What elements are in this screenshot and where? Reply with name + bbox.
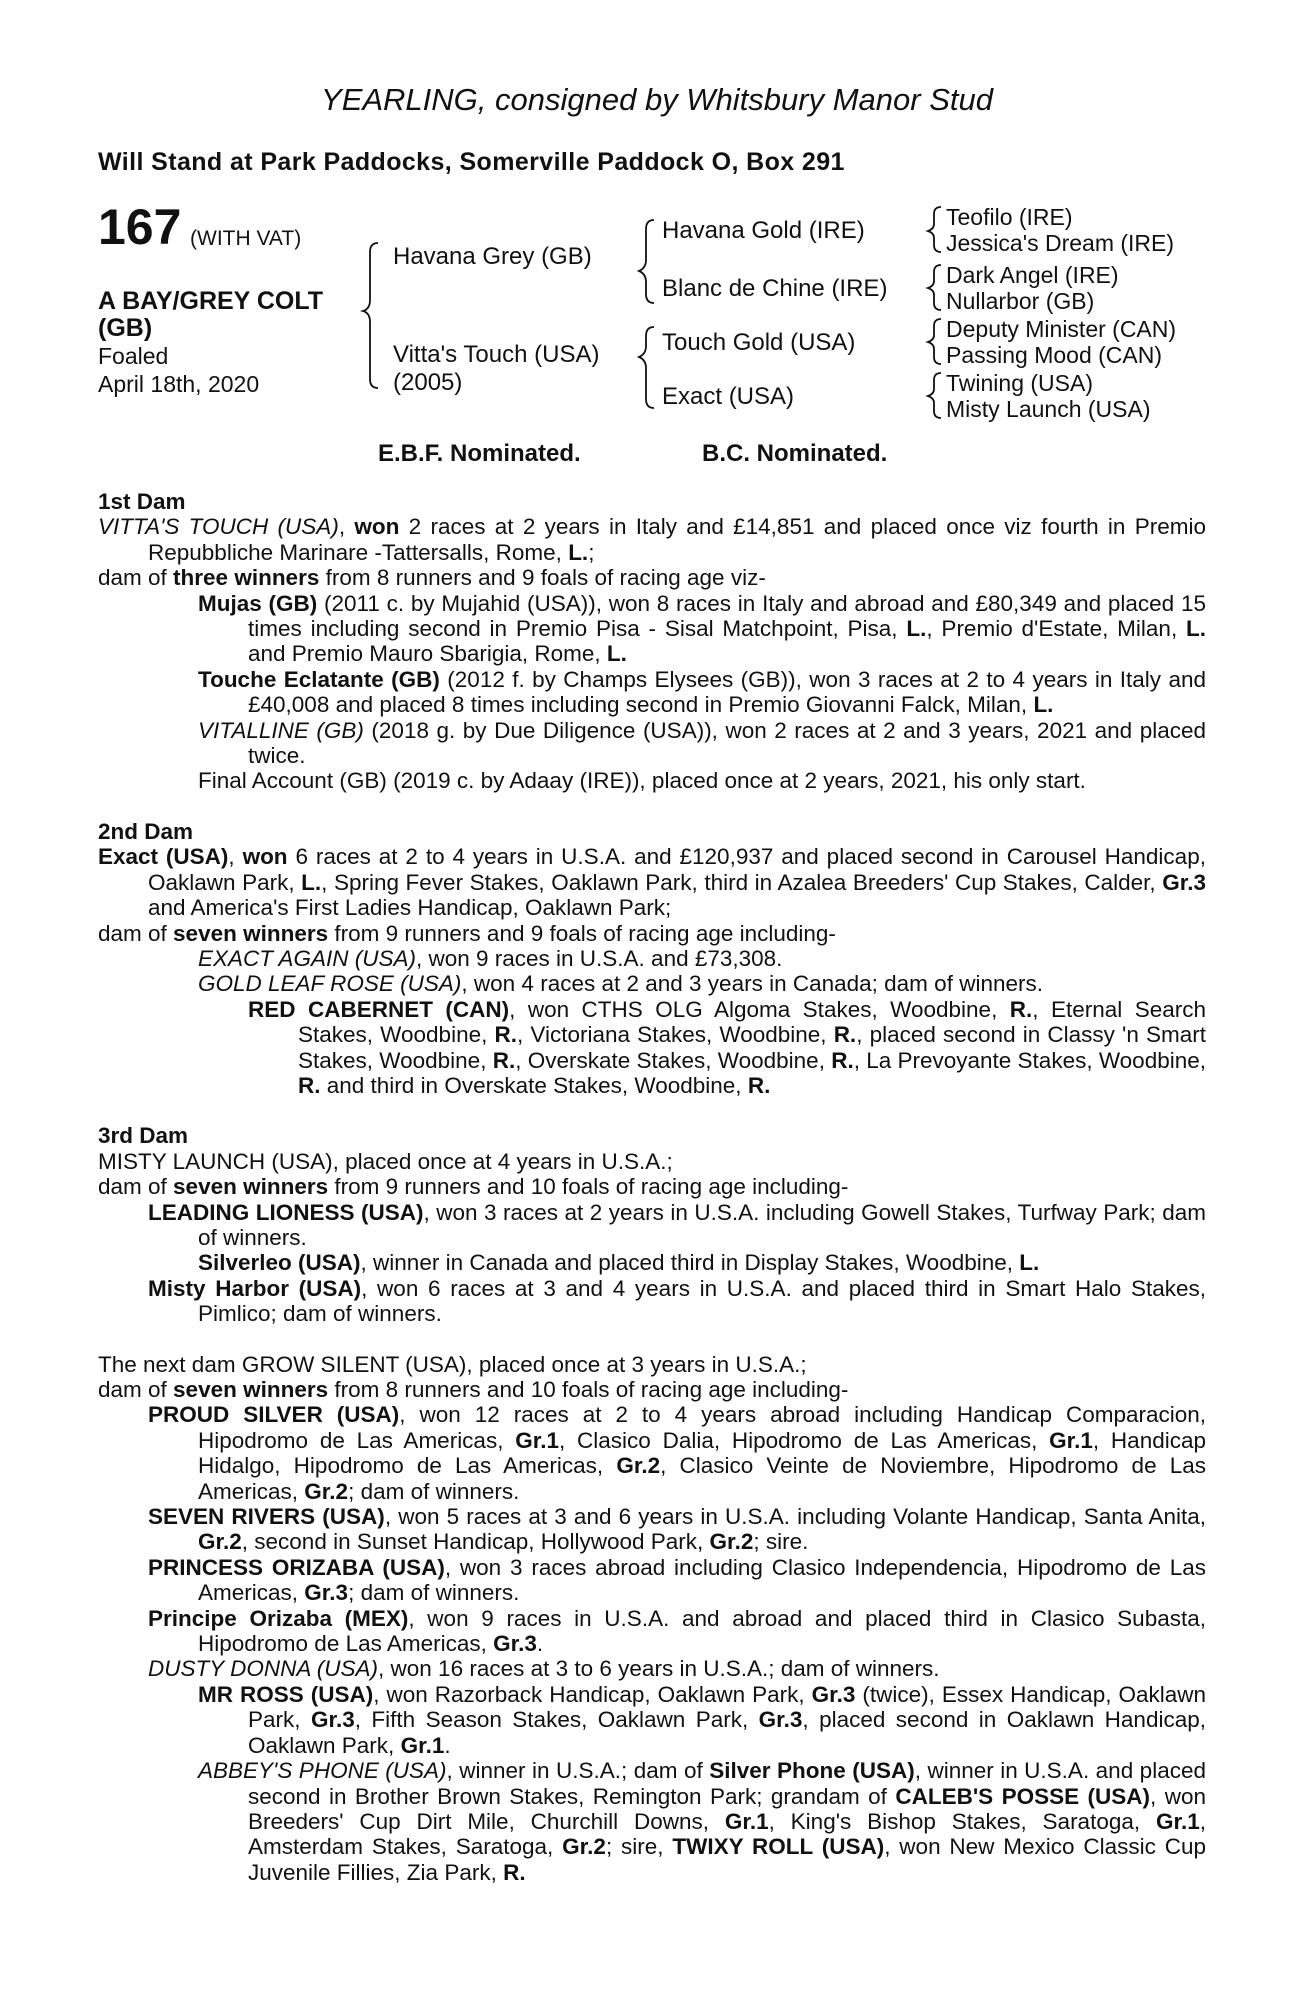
record-text: dam of xyxy=(98,1174,174,1200)
restricted-badge: R. xyxy=(831,1047,854,1073)
second-dam-produce xyxy=(98,921,1206,946)
record-text: , winner in U.S.A. and placed second in Brother Brown Stakes, Remington Park; grandam of xyxy=(248,1758,1206,1809)
winner-count: seven winners xyxy=(173,1377,329,1402)
pedigree-brackets xyxy=(0,0,1314,440)
horse-name: ABBEY'S PHONE (USA) xyxy=(198,1758,447,1784)
record-text: , Spring Fever Stakes, Oaklawn Park, third in Azalea Breeders' Cup Stakes, Calder, xyxy=(321,869,1163,895)
record-text: , Premio d'Estate, Milan, xyxy=(926,616,1187,642)
record-text: , Fifth Season Stakes, Oaklawn Park, xyxy=(354,1707,759,1733)
progeny-entry xyxy=(98,1656,1206,1681)
horse-name: DUSTY DONNA (USA) xyxy=(148,1656,379,1682)
horse-name: Exact (USA) xyxy=(98,844,229,870)
horse-name: VITTA'S TOUCH (USA) xyxy=(98,514,339,540)
winner-count: seven winners xyxy=(173,920,329,946)
pedigree-sire-sire: Havana Gold (IRE) xyxy=(662,217,865,244)
record-text: from 9 runners and 9 foals of racing age including- xyxy=(328,920,836,946)
record-text: , xyxy=(228,844,243,870)
pedigree-g3: Dark Angel (IRE) xyxy=(946,262,1119,288)
record-text: , placed second in Oaklawn Handicap, Oaklawn Park, xyxy=(248,1707,1206,1758)
winner-count: three winners xyxy=(173,565,320,591)
restricted-badge: R. xyxy=(503,1859,526,1885)
progeny-entry xyxy=(98,1504,1206,1555)
group-badge: Gr.3 xyxy=(1162,869,1206,895)
pedigree-g8: Misty Launch (USA) xyxy=(946,396,1151,422)
group-badge: Gr.2 xyxy=(709,1529,754,1555)
restricted-badge: R. xyxy=(1009,996,1033,1022)
horse-name: VITALLINE (GB) xyxy=(198,717,364,743)
record-text: , Amsterdam Stakes, Saratoga, xyxy=(248,1808,1206,1860)
second-dam-record xyxy=(98,844,1206,920)
horse-name: Silverleo (USA) xyxy=(198,1250,361,1276)
listed-badge: L. xyxy=(568,539,589,565)
restricted-badge: R. xyxy=(298,1072,321,1098)
progeny-entry xyxy=(98,1682,1206,1758)
won-label: won xyxy=(354,514,400,540)
record-text: , Overskate Stakes, Woodbine, xyxy=(515,1047,832,1073)
record-text: , winner in Canada and placed third in Display Stakes, Woodbine, xyxy=(360,1250,1020,1276)
horse-name: LEADING LIONESS (USA) xyxy=(148,1199,424,1225)
record-text: ; dam of winners. xyxy=(348,1478,520,1504)
progeny-entry xyxy=(98,591,1206,667)
record-text: , won 3 races abroad including Clasico Independencia, Hipodromo de Las Americas, xyxy=(198,1554,1206,1606)
pedigree-sire: Havana Grey (GB) xyxy=(393,243,592,270)
first-dam-record: VITTA'S TOUCH (USA), won 2 races at 2 years in Italy and £14,851 and placed once viz fourth in Premio Repubbliche Marinare -Tattersalls, Rome, L.; xyxy=(98,514,1206,565)
third-dam-record: MISTY LAUNCH (USA), placed once at 4 years in U.S.A.; xyxy=(98,1148,673,1174)
record-text: ; dam of winners. xyxy=(348,1580,520,1606)
record-text: and Premio Mauro Sbarigia, Rome, xyxy=(248,641,607,667)
horse-name: SEVEN RIVERS (USA) xyxy=(148,1504,385,1530)
listed-badge: L. xyxy=(1033,692,1054,718)
progeny-entry xyxy=(98,971,1206,996)
record-text: . xyxy=(444,1732,451,1758)
record-text: , won 3 races at 2 years in U.S.A. including Gowell Stakes, Turfway Park; dam of winners. xyxy=(198,1199,1206,1250)
group-badge: Gr.1 xyxy=(1049,1427,1093,1453)
pedigree-dam-sire: Touch Gold (USA) xyxy=(662,329,856,356)
horse-name: Mujas (GB) xyxy=(198,590,318,616)
record-text: 6 races at 2 to 4 years in U.S.A. and £120,937 and placed second in Carousel Handicap, Oaklawn Park, xyxy=(148,844,1206,895)
record-text: ; sire. xyxy=(753,1529,809,1555)
foaled-label: Foaled xyxy=(98,343,169,369)
record-text: , won 9 races in U.S.A. and £73,308. xyxy=(415,945,783,971)
record-text: , won 12 races at 2 to 4 years abroad including Handicap Comparacion, Hipodromo de Las Americas, xyxy=(198,1402,1207,1453)
record-text: 2 races at 2 years in Italy and £14,851 and placed once viz fourth in Premio Repubbliche Marinare -Tattersalls, Rome, xyxy=(148,514,1206,565)
progeny-entry xyxy=(98,946,1206,971)
group-badge: Gr.2 xyxy=(562,1834,606,1860)
record-text: , won 16 races at 3 to 6 years in U.S.A.; dam of winners. xyxy=(378,1656,940,1682)
group-badge: Gr.3 xyxy=(493,1631,537,1657)
horse-name: MR ROSS (USA) xyxy=(198,1681,374,1707)
group-badge: Gr.2 xyxy=(616,1453,661,1479)
pedigree-g5: Deputy Minister (CAN) xyxy=(946,316,1177,342)
pedigree-dam-line1: Vitta's Touch (USA) xyxy=(393,341,600,368)
group-badge: Gr.3 xyxy=(811,1681,856,1707)
record-text: , La Prevoyante Stakes, Woodbine, xyxy=(853,1047,1207,1073)
pedigree-dam-line2: (2005) xyxy=(393,369,463,396)
record-text: ; sire, xyxy=(605,1834,673,1860)
ebf-nomination: E.B.F. Nominated. xyxy=(378,440,581,467)
record-text: , won Breeders' Cup Dirt Mile, Churchill Downs, xyxy=(248,1783,1206,1834)
second-dam-heading: 2nd Dam xyxy=(98,818,194,844)
record-text: , won New Mexico Classic Cup Juvenile Fillies, Zia Park, xyxy=(248,1834,1206,1885)
next-dam-record: The next dam GROW SILENT (USA), placed once at 3 years in U.S.A.; xyxy=(98,1351,807,1377)
record-text: , won 9 races in U.S.A. and abroad and placed third in Clasico Subasta, Hipodromo de Las Americas, xyxy=(198,1605,1206,1657)
record-text: dam of xyxy=(98,1377,174,1402)
group-badge: Gr.2 xyxy=(304,1478,349,1504)
progeny-entry xyxy=(98,1250,1206,1275)
record-text: from 9 runners and 10 foals of racing age including- xyxy=(328,1174,849,1200)
record-text: from 8 runners and 9 foals of racing age viz- xyxy=(319,565,766,591)
group-badge: Gr.3 xyxy=(310,1707,355,1733)
horse-name: Principe Orizaba (MEX) xyxy=(148,1605,409,1631)
record-text: . xyxy=(536,1631,544,1657)
record-text: dam of xyxy=(98,565,174,591)
stand-location: Will Stand at Park Paddocks, Somerville Paddock O, Box 291 xyxy=(98,148,845,176)
record-text: , Clasico Veinte de Noviembre, Hipodromo de Las Americas, xyxy=(198,1453,1206,1504)
progeny-entry xyxy=(98,667,1206,718)
pedigree-g1: Teofilo (IRE) xyxy=(946,204,1073,230)
pedigree-dam-dam: Exact (USA) xyxy=(662,383,795,410)
foaled-date: April 18th, 2020 xyxy=(98,371,260,397)
progeny-entry xyxy=(98,1555,1206,1606)
progeny-entry xyxy=(98,1606,1206,1657)
pedigree-g4: Nullarbor (GB) xyxy=(946,288,1095,314)
horse-name: EXACT AGAIN (USA) xyxy=(198,945,416,971)
lot-number: 167 xyxy=(98,199,182,255)
restricted-badge: R. xyxy=(747,1072,771,1098)
record-text: , won 4 races at 2 and 3 years in Canada; dam of winners. xyxy=(461,971,1043,997)
lot-description-line1: A BAY/GREY COLT xyxy=(98,287,324,315)
record-text: ; xyxy=(588,539,595,565)
lot-description-line2: (GB) xyxy=(98,314,153,342)
record-text: , Eternal Search Stakes, Woodbine, xyxy=(298,996,1206,1048)
listed-badge: L. xyxy=(606,641,627,667)
listed-badge: L. xyxy=(1019,1250,1040,1276)
first-dam-heading: 1st Dam xyxy=(98,489,186,514)
horse-name: Touche Eclatante (GB) xyxy=(198,666,440,692)
record-text: , winner in U.S.A.; dam of xyxy=(446,1758,710,1784)
listed-badge: L. xyxy=(301,869,322,895)
horse-name: GOLD LEAF ROSE (USA) xyxy=(198,971,462,997)
horse-name: CALEB'S POSSE (USA) xyxy=(895,1783,1151,1809)
pedigree-g6: Passing Mood (CAN) xyxy=(946,342,1163,368)
group-badge: Gr.1 xyxy=(515,1427,560,1453)
record-text: , won 5 races at 3 and 6 years in U.S.A. including Volante Handicap, Santa Anita, xyxy=(384,1504,1206,1530)
group-badge: Gr.3 xyxy=(758,1707,803,1733)
progeny-entry xyxy=(98,1402,1206,1504)
record-text: , won Razorback Handicap, Oaklawn Park, xyxy=(373,1681,812,1707)
vat-note: (WITH VAT) xyxy=(190,227,302,250)
record-text: , Handicap Hidalgo, Hipodromo de Las Americas, xyxy=(198,1427,1206,1479)
record-text: and third in Overskate Stakes, Woodbine, xyxy=(320,1072,748,1098)
horse-name: TWIXY ROLL (USA) xyxy=(672,1834,885,1860)
winner-count: seven winners xyxy=(173,1174,329,1200)
record-text: (2012 f. by Champs Elysees (GB)), won 3 races at 2 to 4 years in Italy and £40,008 and placed 8 times including second in Premio Giovanni Falck, Milan, xyxy=(248,666,1206,718)
restricted-badge: R. xyxy=(833,1022,857,1048)
group-badge: Gr.2 xyxy=(198,1529,242,1555)
won-label: won xyxy=(242,844,288,870)
progeny-entry xyxy=(98,718,1206,769)
progeny-entry xyxy=(98,1200,1206,1251)
record-text: , King's Bishop Stakes, Saratoga, xyxy=(768,1808,1156,1834)
record-text: (2011 c. by Mujahid (USA)), won 8 races in Italy and abroad and £80,349 and placed 15 times including second in Premio Pisa - Sisal Matchpoint, Pisa, xyxy=(248,590,1206,642)
listed-badge: L. xyxy=(1186,616,1207,642)
record-text: from 8 runners and 10 foals of racing age including- xyxy=(328,1377,849,1402)
pedigree-g7: Twining (USA) xyxy=(946,370,1093,396)
record-text: (twice), Essex Handicap, Oaklawn Park, xyxy=(248,1681,1206,1733)
record-text: , Clasico Dalia, Hipodromo de Las Americas, xyxy=(559,1427,1050,1453)
third-dam-heading: 3rd Dam xyxy=(98,1123,189,1149)
listed-badge: L. xyxy=(906,616,927,642)
progeny-entry xyxy=(98,997,1206,1099)
horse-name: RED CABERNET (CAN) xyxy=(248,996,510,1022)
record-text: , placed second in Classy 'n Smart Stakes, Woodbine, xyxy=(298,1022,1207,1073)
pedigree-sire-dam: Blanc de Chine (IRE) xyxy=(662,275,888,302)
page-title: YEARLING, consigned by Whitsbury Manor Stud xyxy=(321,82,993,117)
progeny-entry: Final Account (GB) (2019 c. by Adaay (IRE)), placed once at 2 years, 2021, his only start. xyxy=(198,768,1086,794)
record-text: , second in Sunset Handicap, Hollywood Park, xyxy=(241,1529,710,1555)
record-text: (2018 g. by Due Diligence (USA)), won 2 races at 2 and 3 years, 2021 and placed twice. xyxy=(248,717,1206,769)
group-badge: Gr.3 xyxy=(304,1580,349,1606)
horse-name: PROUD SILVER (USA) xyxy=(148,1402,400,1428)
pedigree-g2: Jessica's Dream (IRE) xyxy=(946,230,1175,256)
group-badge: Gr.1 xyxy=(400,1732,445,1758)
horse-name: PRINCESS ORIZABA (USA) xyxy=(148,1554,445,1580)
record-text: , won 6 races at 3 and 4 years in U.S.A. and placed third in Smart Halo Stakes, Pimlico; dam of winners. xyxy=(198,1275,1206,1327)
record-text: and America's First Ladies Handicap, Oaklawn Park; xyxy=(148,895,672,921)
record-text: , Victoriana Stakes, Woodbine, xyxy=(517,1022,834,1048)
horse-name: Misty Harbor (USA) xyxy=(148,1275,362,1301)
progeny-entry xyxy=(98,1276,1206,1327)
restricted-badge: R. xyxy=(494,1022,517,1048)
first-dam-produce xyxy=(98,565,1206,590)
pedigree-notes xyxy=(98,489,1206,1885)
record-text: dam of xyxy=(98,920,174,946)
restricted-badge: R. xyxy=(492,1047,516,1073)
horse-name: Silver Phone (USA) xyxy=(709,1758,915,1784)
bc-nomination: B.C. Nominated. xyxy=(702,440,888,467)
group-badge: Gr.1 xyxy=(724,1808,769,1834)
group-badge: Gr.1 xyxy=(1155,1808,1200,1834)
record-text: , won CTHS OLG Algoma Stakes, Woodbine, xyxy=(509,996,1010,1022)
next-dam-produce xyxy=(98,1377,1206,1402)
third-dam-produce xyxy=(98,1174,1206,1199)
progeny-entry xyxy=(98,1758,1206,1885)
